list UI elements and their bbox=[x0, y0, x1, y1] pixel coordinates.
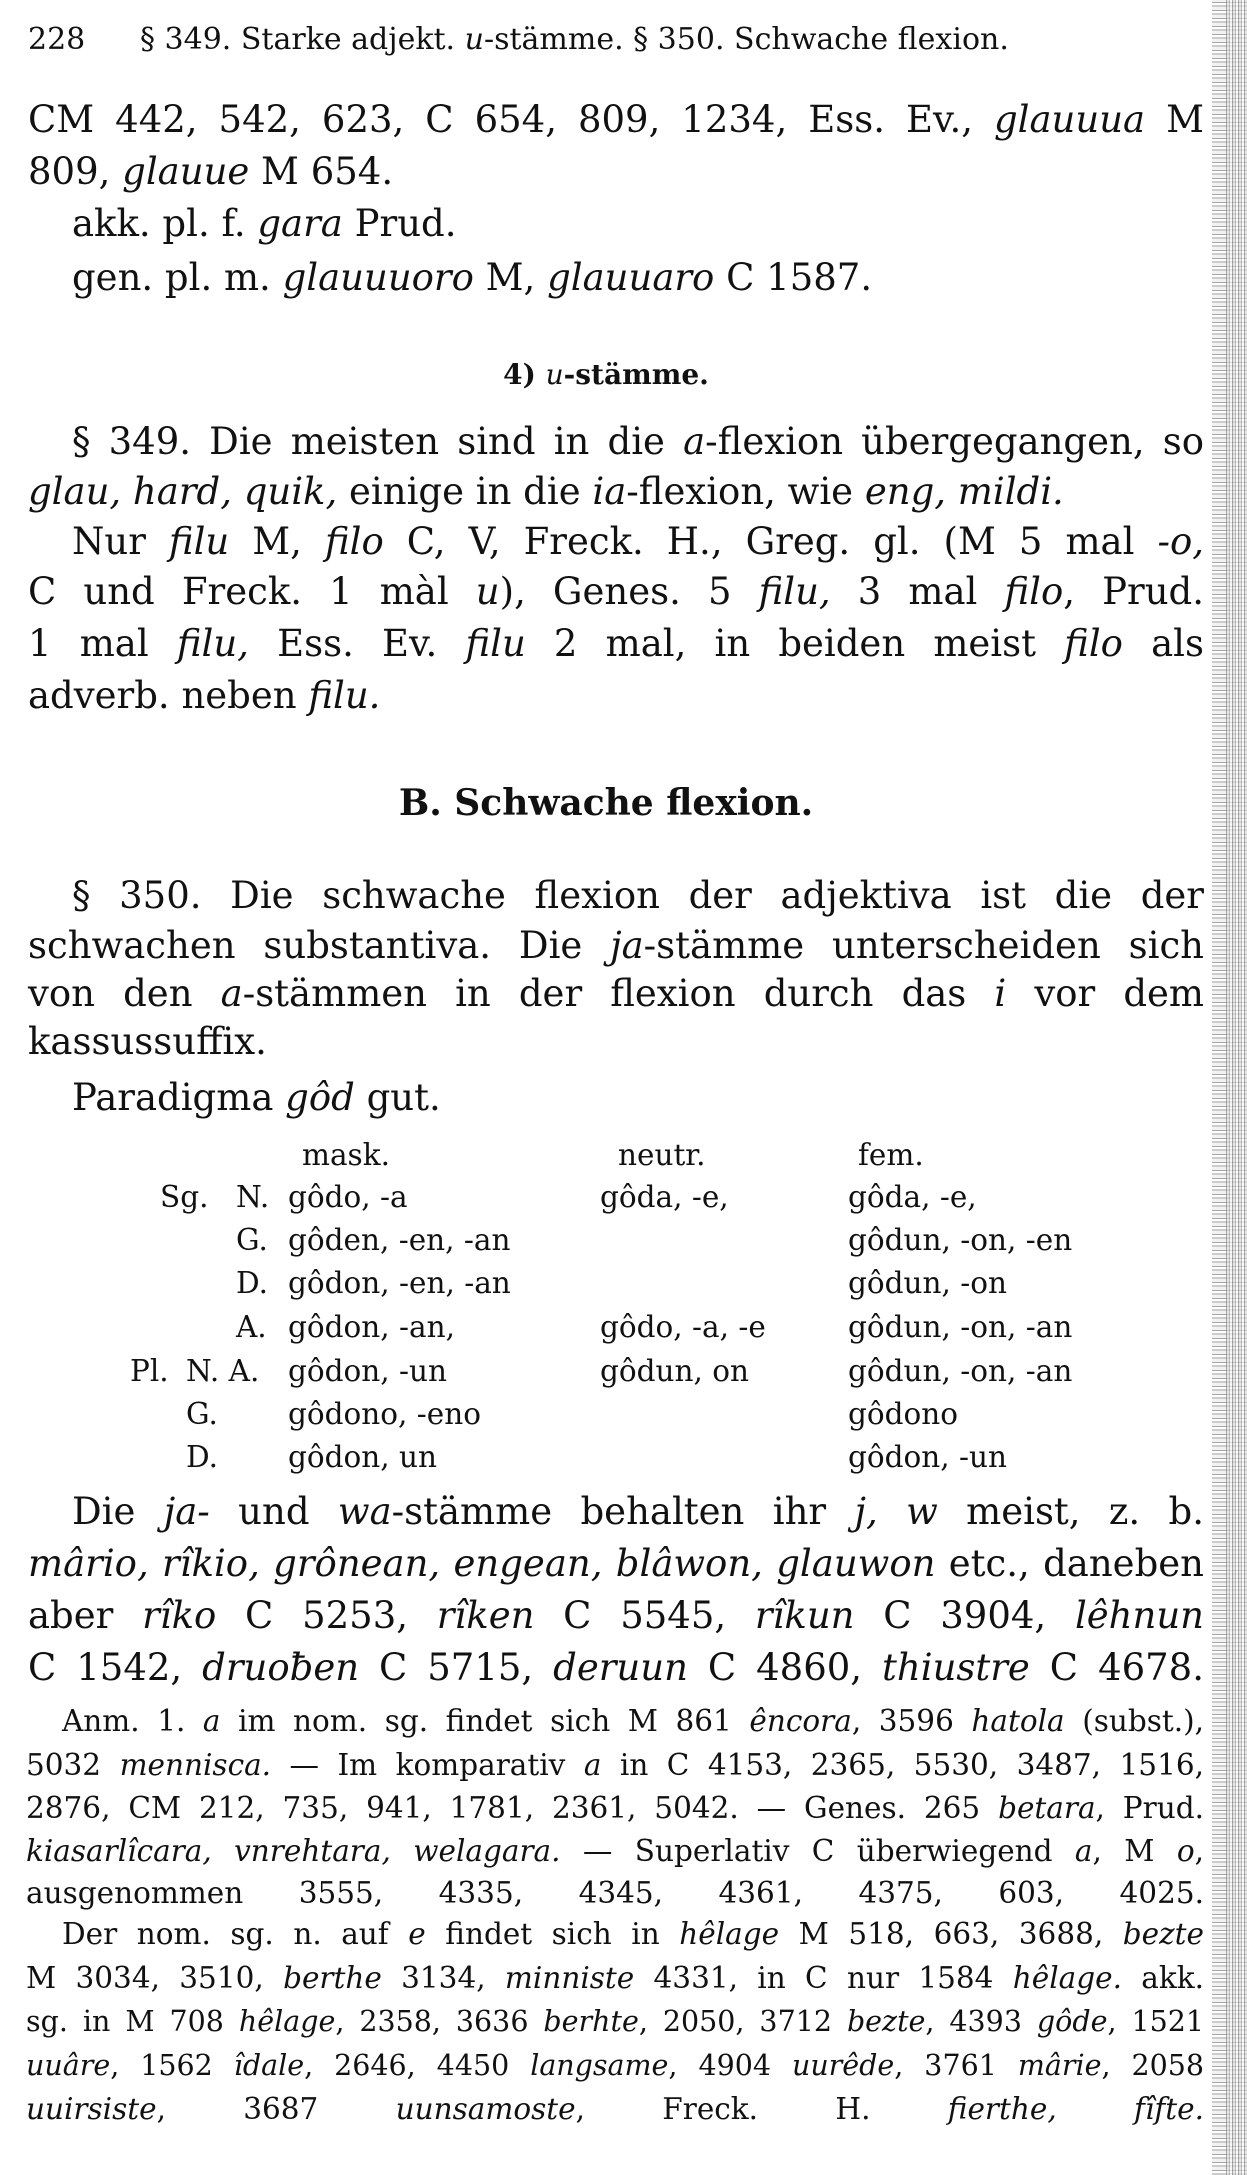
italic-word: filu bbox=[465, 622, 526, 665]
text: Der nom. sg. n. auf bbox=[62, 1917, 409, 1951]
italic-word: a bbox=[202, 1704, 221, 1738]
section-heading-u-staemme bbox=[0, 358, 1212, 391]
text: , 3761 bbox=[894, 2049, 1018, 2082]
text: und bbox=[209, 1490, 338, 1533]
cell-fem: gôda, -e, bbox=[848, 1180, 977, 1214]
text: CM 442, 542, 623, C 654, 809, 1234, Ess. Ev., bbox=[28, 98, 994, 141]
note-line bbox=[26, 2092, 1204, 2126]
text: findet sich in bbox=[425, 1917, 680, 1951]
text: , 3687 bbox=[156, 2092, 396, 2126]
note-line bbox=[26, 1748, 1204, 1782]
italic-word: hêlage. bbox=[1012, 1961, 1122, 1995]
text: Die bbox=[72, 1490, 164, 1533]
row-case-label: D. bbox=[236, 1266, 268, 1300]
text-line bbox=[72, 1490, 1204, 1533]
text: , 1521 bbox=[1107, 2005, 1204, 2038]
italic-word: filu, bbox=[176, 622, 249, 665]
text: 809, bbox=[28, 150, 123, 193]
running-title-italic: u bbox=[464, 22, 484, 57]
text: , 3596 bbox=[851, 1704, 972, 1738]
text: Anm. 1. bbox=[62, 1704, 203, 1738]
italic-word: glauuua bbox=[993, 98, 1146, 141]
column-header-neutr: neutr. bbox=[618, 1138, 706, 1172]
italic-word: mennisca. bbox=[119, 1748, 272, 1782]
cell-fem: gôdono bbox=[848, 1397, 959, 1431]
italic-word: hatola bbox=[971, 1704, 1065, 1738]
text: § 349. Die meisten sind in die bbox=[72, 420, 684, 463]
italic-word: deruun bbox=[553, 1646, 688, 1689]
italic-word: glauue bbox=[122, 150, 250, 193]
text-line bbox=[28, 924, 1204, 967]
italic-word: berthe bbox=[283, 1961, 382, 1995]
cell-mask: gôdon, -en, -an bbox=[288, 1266, 511, 1300]
text: M, bbox=[229, 520, 325, 563]
italic-word: thiustre bbox=[882, 1646, 1030, 1689]
italic-word: berhte bbox=[543, 2005, 639, 2038]
italic-word: e bbox=[408, 1917, 426, 1951]
note-line bbox=[26, 2005, 1204, 2038]
italic-word: lêhnun bbox=[1074, 1594, 1204, 1637]
text: C und Freck. 1 màl bbox=[28, 570, 476, 613]
text: , 2646, 4450 bbox=[304, 2049, 531, 2082]
text: meist, z. b. bbox=[937, 1490, 1205, 1533]
text-line bbox=[72, 256, 1204, 299]
italic-word: glau, hard, quik, bbox=[28, 470, 338, 513]
text-line bbox=[28, 1542, 1204, 1585]
text: C 4860, bbox=[687, 1646, 883, 1689]
text-line bbox=[72, 202, 1204, 245]
italic-word: o bbox=[1176, 1834, 1195, 1868]
text: -stämme behalten ihr bbox=[391, 1490, 855, 1533]
italic-word: a bbox=[220, 972, 243, 1015]
italic-word: filo bbox=[1004, 570, 1064, 613]
text: als bbox=[1122, 622, 1204, 665]
cell-mask: gôdon, -an, bbox=[288, 1310, 455, 1344]
cell-fem: gôdun, -on, -an bbox=[848, 1310, 1073, 1344]
cell-fem: gôdon, -un bbox=[848, 1440, 1008, 1474]
text: , 2358, 3636 bbox=[335, 2005, 544, 2038]
text: aber bbox=[28, 1594, 143, 1637]
italic-word: mârie bbox=[1017, 2049, 1102, 2082]
note-line bbox=[26, 1834, 1204, 1868]
italic-word: uurêde bbox=[791, 2049, 895, 2082]
text: gut. bbox=[354, 1076, 441, 1119]
text: M 518, 663, 3688, bbox=[779, 1917, 1123, 1951]
italic-word: eng, mildi. bbox=[864, 470, 1064, 513]
italic-word: langsame bbox=[530, 2049, 669, 2082]
text: C 3904, bbox=[854, 1594, 1075, 1637]
text: ), Genes. 5 bbox=[499, 570, 759, 613]
row-case-label: D. bbox=[186, 1440, 218, 1474]
italic-word: bezte bbox=[846, 2005, 926, 2038]
text: M, bbox=[473, 256, 548, 299]
text-line: § 350. Die schwache flexion der adjektiva ist die der bbox=[72, 874, 1204, 917]
text: C 5253, bbox=[216, 1594, 437, 1637]
note-line bbox=[26, 1791, 1204, 1825]
italic-word: gôde bbox=[1036, 2005, 1108, 2038]
text: , Freck. H. bbox=[575, 2092, 948, 2126]
text: M 654. bbox=[249, 150, 394, 193]
cell-mask: gôdon, -un bbox=[288, 1354, 448, 1388]
row-case-label: N. A. bbox=[186, 1354, 260, 1388]
paradigm-line bbox=[72, 1076, 1204, 1119]
running-title-text: § 349. Starke adjekt. bbox=[140, 22, 465, 57]
italic-word: bezte bbox=[1122, 1917, 1204, 1951]
text: M bbox=[1145, 98, 1204, 141]
italic-word: kiasarlîcara, vnrehtara, welagara. bbox=[26, 1834, 561, 1868]
italic-word: filu. bbox=[308, 674, 381, 717]
italic-word: a bbox=[1074, 1834, 1093, 1868]
italic-word: filu bbox=[168, 520, 230, 563]
text-line bbox=[28, 570, 1204, 613]
text: adverb. neben bbox=[28, 674, 309, 717]
text: vor dem bbox=[1006, 972, 1204, 1015]
italic-word: glauuaro bbox=[547, 256, 715, 299]
text: Nur bbox=[72, 520, 169, 563]
text: C 1587. bbox=[714, 256, 873, 299]
text: etc., daneben bbox=[935, 1542, 1204, 1585]
italic-word: j, w bbox=[854, 1490, 938, 1533]
running-title bbox=[140, 22, 1009, 57]
text: , M bbox=[1092, 1834, 1177, 1868]
text: C 5545, bbox=[534, 1594, 755, 1637]
note-line: ausgenommen 3555, 4335, 4345, 4361, 4375, 603, 4025. bbox=[26, 1876, 1204, 1910]
italic-word: druoƀen bbox=[202, 1646, 360, 1689]
text: 2876, CM 212, 735, 941, 1781, 2361, 5042. — Genes. 265 bbox=[26, 1791, 999, 1825]
text: von den bbox=[28, 972, 221, 1015]
italic-word: rîkun bbox=[754, 1594, 855, 1637]
row-case-label: N. bbox=[236, 1180, 270, 1214]
note-line bbox=[62, 1704, 1204, 1738]
text: — Im komparativ bbox=[271, 1748, 584, 1782]
text: C 1542, bbox=[28, 1646, 203, 1689]
text: , 2058 bbox=[1101, 2049, 1205, 2082]
text-line: kassussuffix. bbox=[28, 1020, 267, 1063]
italic-word: rîko bbox=[142, 1594, 217, 1637]
italic-word: fierthe, fîfte. bbox=[947, 2092, 1204, 2126]
text-line bbox=[28, 1646, 1204, 1689]
italic-word: a bbox=[683, 420, 706, 463]
cell-mask: gôdono, -eno bbox=[288, 1397, 481, 1431]
text: , 4393 bbox=[925, 2005, 1037, 2038]
text: , Prud. bbox=[1063, 570, 1204, 613]
text: -stämme. bbox=[563, 358, 709, 391]
italic-word: uuirsiste bbox=[26, 2092, 157, 2126]
cell-mask: gôdon, un bbox=[288, 1440, 438, 1474]
italic-word: u bbox=[475, 570, 500, 613]
text: (subst.), bbox=[1064, 1704, 1204, 1738]
cell-neutr: gôda, -e, bbox=[600, 1180, 729, 1214]
text-line bbox=[28, 622, 1204, 665]
text: Prud. bbox=[342, 202, 457, 245]
row-case-label: G. bbox=[236, 1223, 268, 1257]
page-edge-scan-noise-2 bbox=[1226, 0, 1247, 2175]
text: -flexion übergegangen, so bbox=[705, 420, 1204, 463]
text: akk. pl. f. bbox=[72, 202, 258, 245]
row-number-label: Sg. bbox=[160, 1180, 209, 1214]
cell-fem: gôdun, -on, -an bbox=[848, 1354, 1073, 1388]
column-header-fem: fem. bbox=[858, 1138, 924, 1172]
text: in C 4153, 2365, 5530, 3487, 1516, bbox=[601, 1748, 1204, 1782]
text: , bbox=[1194, 1834, 1205, 1868]
italic-word: ia bbox=[592, 470, 627, 513]
section-heading-schwache-flexion: B. Schwache flexion. bbox=[398, 782, 814, 824]
text-line bbox=[28, 1594, 1204, 1637]
text: 4331, in C nur 1584 bbox=[634, 1961, 1013, 1995]
italic-word: mârio, rîkio, grônean, engean, blâwon, glauwon bbox=[28, 1542, 936, 1585]
cell-mask: gôden, -en, -an bbox=[288, 1223, 511, 1257]
page-number: 228 bbox=[28, 22, 86, 57]
cell-neutr: gôdun, on bbox=[600, 1354, 750, 1388]
column-header-mask: mask. bbox=[302, 1138, 390, 1172]
text: C 4678. bbox=[1029, 1646, 1204, 1689]
italic-word: i bbox=[994, 972, 1007, 1015]
text-line bbox=[28, 674, 1204, 717]
text: einige in die bbox=[337, 470, 593, 513]
italic-word: uunsamoste bbox=[395, 2092, 576, 2126]
italic-word: hêlage bbox=[238, 2005, 336, 2038]
note-line bbox=[26, 2049, 1204, 2082]
italic-word: wa bbox=[337, 1490, 392, 1533]
text: Paradigma bbox=[72, 1076, 286, 1119]
italic-word: filu, bbox=[758, 570, 831, 613]
italic-word: êncora bbox=[749, 1704, 852, 1738]
italic-word: -o, bbox=[1157, 520, 1204, 563]
row-case-label: A. bbox=[236, 1310, 267, 1344]
italic-word: glauuuoro bbox=[282, 256, 474, 299]
cell-mask: gôdo, -a bbox=[288, 1180, 408, 1214]
italic-word: gôd bbox=[285, 1076, 355, 1119]
text: M 3034, 3510, bbox=[26, 1961, 284, 1995]
text: 2 mal, in beiden meist bbox=[525, 622, 1065, 665]
note-line bbox=[26, 1961, 1204, 1995]
text: 3134, bbox=[381, 1961, 505, 1995]
cell-neutr: gôdo, -a, -e bbox=[600, 1310, 766, 1344]
text: akk. bbox=[1121, 1961, 1204, 1995]
italic-word: filo bbox=[1064, 622, 1123, 665]
cell-fem: gôdun, -on, -en bbox=[848, 1223, 1073, 1257]
italic-word: minniste bbox=[504, 1961, 635, 1995]
text: C 5715, bbox=[359, 1646, 554, 1689]
text: 3 mal bbox=[830, 570, 1005, 613]
text: , Prud. bbox=[1095, 1791, 1205, 1825]
text: sg. in M 708 bbox=[26, 2005, 239, 2038]
text: -stämmen in der flexion durch das bbox=[242, 972, 995, 1015]
note-line bbox=[62, 1917, 1204, 1951]
text: 4) bbox=[503, 358, 546, 391]
italic-word: gara bbox=[257, 202, 343, 245]
text: gen. pl. m. bbox=[72, 256, 283, 299]
italic-word: îdale bbox=[233, 2049, 305, 2082]
text: , 1562 bbox=[110, 2049, 234, 2082]
italic-word: uuâre bbox=[26, 2049, 111, 2082]
italic-word: u bbox=[545, 358, 564, 391]
text: , 2050, 3712 bbox=[638, 2005, 847, 2038]
text: , 4904 bbox=[668, 2049, 792, 2082]
italic-word: a bbox=[583, 1748, 602, 1782]
italic-word: rîken bbox=[436, 1594, 535, 1637]
running-title-text: -stämme. § 350. Schwache flexion. bbox=[483, 22, 1009, 57]
text: C, V, Freck. H., Greg. gl. (M 5 mal bbox=[383, 520, 1158, 563]
italic-word: filo bbox=[324, 520, 384, 563]
text: — Superlativ C überwiegend bbox=[560, 1834, 1075, 1868]
text: -flexion, wie bbox=[626, 470, 865, 513]
italic-word: ja- bbox=[163, 1490, 210, 1533]
italic-word: hêlage bbox=[679, 1917, 780, 1951]
cell-fem: gôdun, -on bbox=[848, 1266, 1008, 1300]
text-line bbox=[28, 470, 1204, 513]
row-number-label: Pl. bbox=[130, 1354, 169, 1388]
text: 5032 bbox=[26, 1748, 120, 1782]
row-case-label: G. bbox=[186, 1397, 218, 1431]
text: -stämme unterscheiden sich bbox=[643, 924, 1204, 967]
text-line bbox=[28, 150, 1204, 193]
text-line bbox=[72, 520, 1204, 563]
text: im nom. sg. findet sich M 861 bbox=[220, 1704, 750, 1738]
italic-word: ja bbox=[610, 924, 644, 967]
text: Ess. Ev. bbox=[248, 622, 466, 665]
text: schwachen substantiva. Die bbox=[28, 924, 611, 967]
text: 1 mal bbox=[28, 622, 177, 665]
text-line bbox=[28, 972, 1204, 1015]
italic-word: betara bbox=[998, 1791, 1096, 1825]
text-line bbox=[72, 420, 1204, 463]
text-line bbox=[28, 98, 1204, 141]
